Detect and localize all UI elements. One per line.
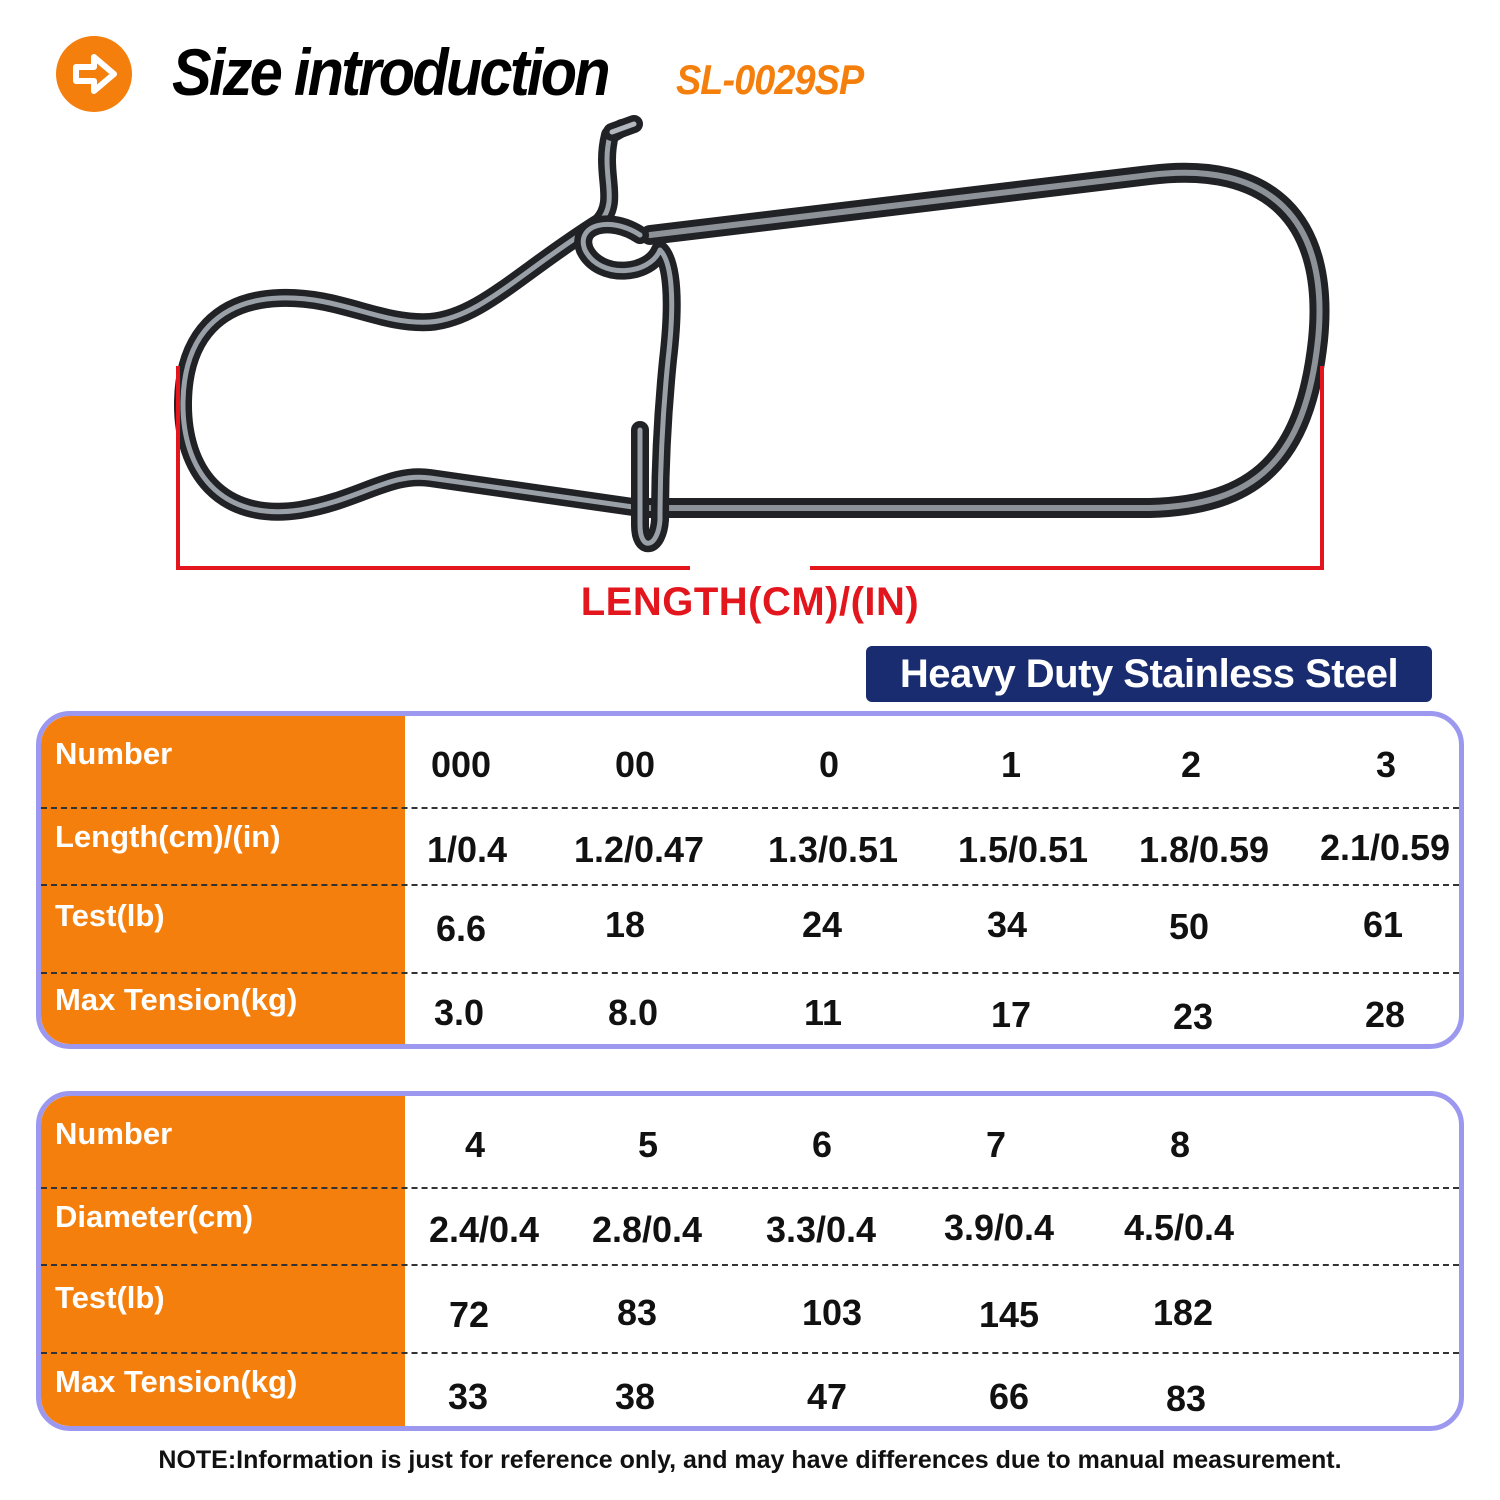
table-cell: 3.9/0.4 [943, 1207, 1055, 1248]
table-cell: 5 [637, 1124, 659, 1165]
table-cell: 1.3/0.51 [767, 829, 899, 870]
table-cell: 00 [614, 744, 656, 785]
duolock-snap-icon [170, 110, 1350, 580]
table-cell: 1.2/0.47 [573, 829, 705, 870]
table-cell: 000 [430, 744, 492, 785]
row-label: Max Tension(kg) [55, 1364, 298, 1399]
table-cell: 47 [806, 1376, 848, 1417]
table-cell: 182 [1152, 1292, 1214, 1333]
disclaimer-note: NOTE:Information is just for reference only, and may have differences due to manual measurement. [158, 1446, 1342, 1474]
row-label: Number [55, 1116, 173, 1151]
table-cell: 2 [1180, 744, 1202, 785]
table-cell: 2.8/0.4 [591, 1209, 703, 1250]
table-cell: 4.5/0.4 [1123, 1207, 1235, 1248]
table-cell: 8.0 [607, 992, 659, 1033]
row-label: Test(lb) [55, 1280, 165, 1315]
size-table-1 [36, 711, 1464, 1049]
table-cell: 11 [803, 992, 843, 1033]
table-cell: 3.0 [433, 992, 485, 1033]
table-row [41, 1096, 1459, 1189]
table-cell: 83 [1165, 1378, 1207, 1419]
row-label: Diameter(cm) [55, 1199, 254, 1234]
table-cell: 66 [988, 1376, 1030, 1417]
table-cell: 1/0.4 [426, 829, 508, 870]
table-cell: 103 [801, 1292, 863, 1333]
header [56, 32, 1056, 112]
table-row [41, 1264, 1459, 1354]
table-cell: 2.4/0.4 [428, 1209, 540, 1250]
row-label: Max Tension(kg) [55, 982, 298, 1017]
row-label: Number [55, 736, 173, 771]
table-cell: 24 [801, 904, 843, 945]
table-row [41, 884, 1459, 974]
table-cell: 0 [818, 744, 840, 785]
table-cell: 50 [1168, 906, 1210, 947]
table-cell: 1.5/0.51 [957, 829, 1089, 870]
size-table-2 [36, 1091, 1464, 1431]
table-row [41, 1187, 1459, 1266]
table-cell: 8 [1169, 1124, 1191, 1165]
table-cell: 17 [990, 994, 1032, 1035]
table-cell: 61 [1362, 904, 1404, 945]
table-cell: 6 [811, 1124, 833, 1165]
table-cell: 34 [986, 904, 1028, 945]
model-code: SL-0029SP [676, 56, 864, 103]
table-cell: 6.6 [435, 908, 487, 949]
row-label: Length(cm)/(in) [55, 819, 281, 854]
table-cell: 145 [978, 1294, 1040, 1335]
table-cell: 3.3/0.4 [765, 1209, 877, 1250]
table-cell: 1.8/0.59 [1138, 829, 1270, 870]
table-row [41, 1352, 1459, 1431]
table-row [41, 807, 1459, 886]
table-cell: 23 [1172, 996, 1214, 1037]
table-cell: 38 [614, 1376, 656, 1417]
arrow-right-icon [56, 36, 132, 112]
table-cell: 3 [1375, 744, 1397, 785]
table-cell: 72 [448, 1294, 490, 1335]
table-row [41, 972, 1459, 1049]
table-cell: 1 [1000, 744, 1022, 785]
table-cell: 7 [985, 1124, 1007, 1165]
length-label: LENGTH(CM)/(IN) [580, 580, 920, 624]
row-label: Test(lb) [55, 898, 165, 933]
page-title: Size introduction [172, 35, 608, 109]
material-badge: Heavy Duty Stainless Steel [866, 646, 1432, 702]
table-row [41, 716, 1459, 809]
table-cell: 83 [616, 1292, 658, 1333]
table-cell: 33 [447, 1376, 489, 1417]
table-cell: 28 [1364, 994, 1406, 1035]
table-cell: 4 [464, 1124, 486, 1165]
table-cell: 18 [604, 904, 646, 945]
table-cell: 2.1/0.59 [1319, 827, 1451, 868]
